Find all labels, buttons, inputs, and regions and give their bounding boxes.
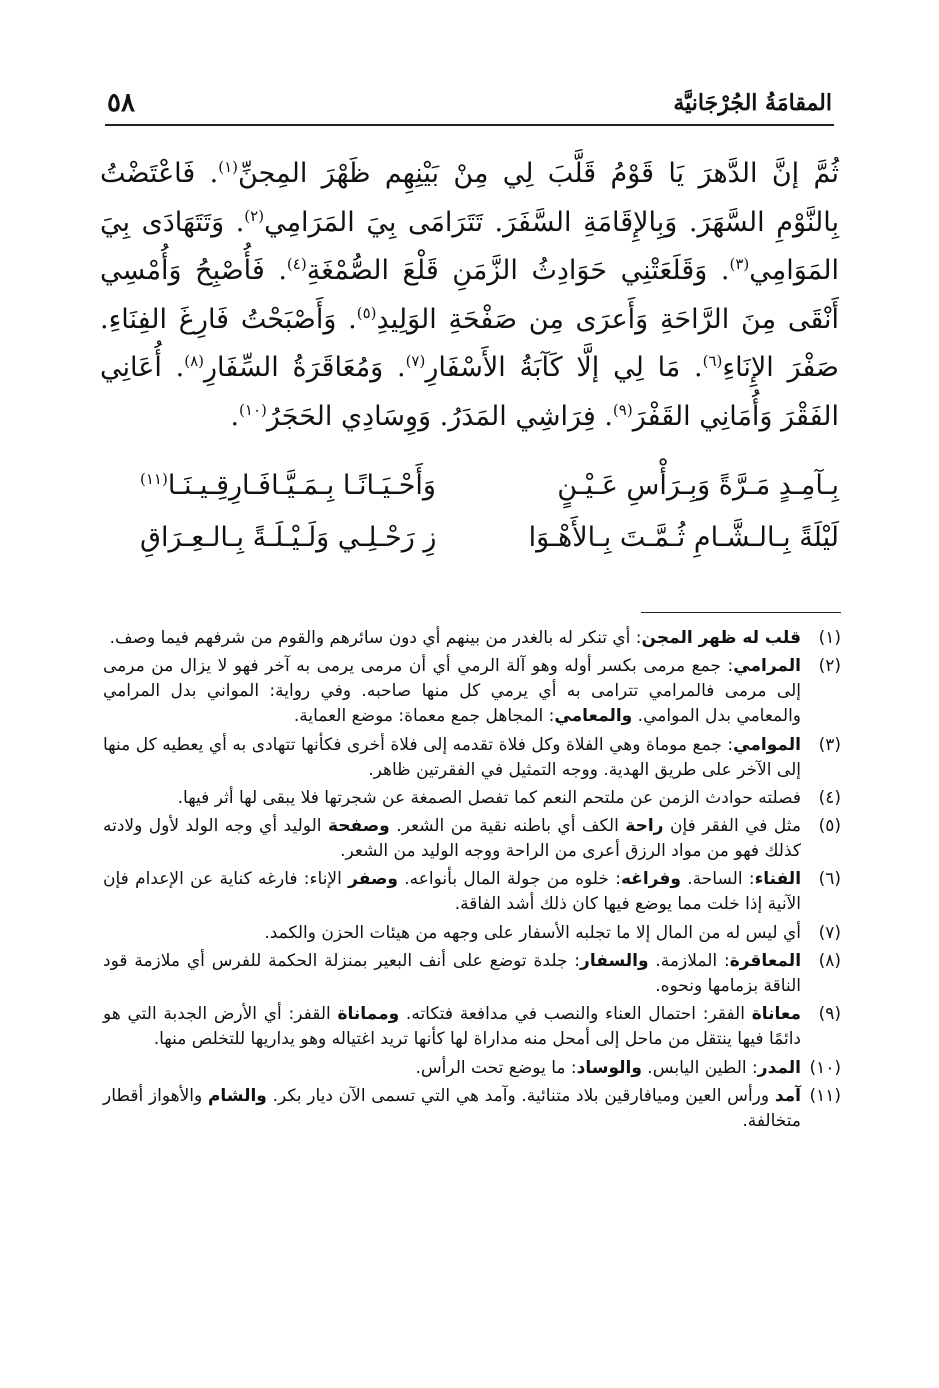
footnote-term: معاناة: [751, 1004, 802, 1025]
footnote-ref[interactable]: (١١): [140, 470, 168, 488]
footnote-ref[interactable]: (٤): [286, 255, 307, 273]
footnote-ref[interactable]: (١): [218, 158, 239, 176]
footnote-number: (١١): [809, 1085, 841, 1106]
text-span: ثُمَّ إنَّ الدَّهرَ يَا قَوْمُ قَلَّبَ لِي مِنْ بَيْنِهِم ظَهْرَ المِجنِّ: [238, 158, 839, 189]
text-span: . وَقَلَعَتْنِي حَوَادِثُ الزَّمَنِ قَلْعَ الصُّمْغَةِ: [306, 255, 730, 286]
footnote-item: [103, 654, 841, 729]
text-span: . فَأُصْبِحُ وَأُمْسِي أَنْقَى مِنَ الرَّاحَةِ وَأَعرَى مِن صَفْحَةِ الوَلِيدِ: [100, 255, 839, 335]
footnote-text: [103, 654, 801, 729]
text-span: . وَمُعَاقَرَةُ السِّفَارِ: [204, 352, 406, 383]
running-title: المقامَةُ الجُرْجَانيَّة: [673, 90, 832, 116]
text-span: : جمع موماة وهي الفلاة وكل فلاة تقدمه إلى فلاة أخرى فكأنها تتهادى به أي يعطيه كل منها إلى الآخر على طريق الهدية. ووجه التمثيل في الفقرتين ظاهر.: [103, 734, 801, 780]
footnote-text: [103, 786, 801, 811]
text-span: .: [230, 400, 240, 432]
footnote-number: (٨): [818, 951, 841, 972]
footnote-number: (٣): [818, 734, 841, 755]
text-span: . وَتَتَهَادَى بِيَ المَوَامِي: [100, 206, 839, 286]
footnote-term: آمد: [774, 1085, 801, 1106]
text-span: والأهواز أقطار متخالفة.: [103, 1085, 801, 1131]
text-span: الكف أي باطنه نقية من الشعر.: [396, 816, 626, 837]
footnote-separator: [641, 612, 841, 613]
footnote-text: [103, 1002, 801, 1052]
text-span: : الملازمة.: [655, 951, 730, 972]
footnote-text: [103, 867, 801, 917]
footnote-term: الفناء: [754, 869, 802, 890]
footnote-term: المدر: [757, 1057, 801, 1078]
text-span: . أُعَانِي الفَقْرَ وَأُمَانِي القَفْرَ: [100, 352, 839, 432]
footnote-item: [103, 786, 841, 811]
footnote-term: والوساد: [576, 1057, 642, 1078]
footnote-ref[interactable]: (٥): [356, 303, 377, 322]
header-rule: [105, 124, 834, 126]
text-span: وَأَحْـيَـانًـا بِـمَـيَّـافَـارِقِـيـنَـا: [167, 470, 436, 501]
footnote-text: [103, 1056, 801, 1081]
verse-hemistich-left: زِ رَحْـلِـي وَلَـيْـلَـةً بِـالـعِـرَاقِ: [140, 522, 437, 553]
footnote-item: [103, 626, 841, 651]
footnote-term: ومماناة: [337, 1004, 400, 1025]
text-span: : الطين اليابس.: [647, 1057, 758, 1078]
footnote-text: [103, 1084, 801, 1134]
footnote-term: والمعامي: [554, 706, 633, 727]
footnote-term: وفراغه: [620, 869, 681, 890]
footnote-number: (٧): [818, 922, 841, 943]
footnote-text: [103, 626, 801, 651]
verse-hemistich-right: بِـآمِـدٍ مَـرَّةً وَبِـرَأْسِ عَـيْـنٍ: [557, 470, 839, 501]
text-span: الوليد أي وجه الولد لأول ولادته كذلك فهو من مواد الرزق أعرى من الراحة ووجه الوليد من الشعر.: [103, 816, 801, 862]
footnote-number: (٤): [818, 787, 841, 808]
verse-hemistich-right: لَيْلَةً بِـالـشَّـامِ ثُـمَّـتَ بِـالأَهْـوَا: [528, 522, 839, 553]
text-span: مثل في الفقر فإن: [669, 816, 802, 837]
footnote-ref[interactable]: (٦): [702, 352, 723, 370]
text-span: الإناء: فارغه كناية عن الإعدام فإن الآنية إذا خلت مما يوضع فيها كان ذلك أشد الفاقة.: [103, 869, 801, 915]
footnote-term: والشام: [207, 1085, 267, 1106]
footnote-term: والسفار: [580, 951, 649, 972]
footnotes: [103, 626, 841, 1137]
text-span: . وَأَصْبَحْتُ فَارِغَ الفِنَاءِ. صَفْرَ الإِنَاءِ: [100, 303, 839, 383]
maqama-paragraph: [100, 150, 839, 441]
text-span: : جلدة توضع على أنف البعير بمنزلة الحكمة للفرس أي ملازمة قود الناقة بزمامها ونحوه.: [103, 951, 801, 997]
footnote-number: (١): [818, 628, 841, 648]
footnote-item: [103, 867, 841, 917]
footnote-number: (٦): [818, 869, 841, 890]
footnote-term: المرامي: [733, 656, 801, 677]
page-number: ٥٨: [107, 88, 135, 118]
footnote-item: [103, 949, 841, 999]
footnote-item: [103, 733, 841, 783]
text-span: : المجاهل جمع معماة: موضع العماية.: [293, 706, 555, 727]
footnote-term: قلب له ظهر المجن: [641, 628, 801, 648]
verse-line-2: [140, 522, 839, 566]
footnote-term: المعاقرة: [729, 951, 802, 972]
text-span: . فَاعْتَضْتُ بِالنَّوْمِ السَّهَرَ. وَبِالإِقَامَةِ السَّفَرَ. تَتَرَامَى بِيَ المَرَامِي: [100, 158, 840, 238]
footnote-ref[interactable]: (٧): [405, 352, 426, 370]
footnote-item: [103, 921, 841, 946]
footnote-ref[interactable]: (٣): [729, 255, 750, 273]
text-span: القفر: أي الأرض الجدبة التي هو دائمًا فيها ينتقل من ماحل إلى أمحل منه مداراة لها كأنها تريد اغتياله وهو يداريها للتخلص منها.: [103, 1004, 801, 1050]
footnote-number: (٥): [818, 816, 841, 837]
text-span: : خلوه من جولة المال بأنواعه.: [404, 869, 621, 890]
footnote-text: [103, 733, 801, 783]
text-span: : ما يوضع تحت الرأس.: [415, 1057, 577, 1078]
main-text: [100, 150, 839, 441]
text-span: : الساحة.: [687, 869, 755, 890]
footnote-term: وصفر: [348, 869, 398, 890]
footnote-item: [103, 814, 841, 864]
text-span: ورأس العين وميافارقين بلاد متنائية. وآمد هي التي تسمى الآن ديار بكر.: [272, 1085, 775, 1106]
text-span: : جمع مرمى بكسر أوله وهو آلة الرمي أي أن مرمى يرمى به آخر فهو لا يزال من مرمى إلى مرمى فالمرامي تترامى به أي يرمي كل منها صاحبه. وفي رواية: المواني بدل المرامي والمعامي بدل الموامي.: [103, 656, 801, 727]
footnote-item: [103, 1002, 841, 1052]
footnote-number: (٩): [818, 1004, 841, 1025]
footnote-text: [103, 814, 801, 864]
footnote-term: وصفحة: [327, 816, 390, 837]
footnote-ref[interactable]: (٢): [244, 206, 265, 225]
verse-line-1: [140, 470, 839, 514]
footnote-term: راحة: [625, 816, 664, 837]
footnote-ref[interactable]: (١٠): [239, 400, 267, 419]
text-span: أي ليس له من المال إلا ما تجلبه الأسفار على وجهه من هيئات الحزن والكمد.: [264, 922, 801, 943]
text-span: فصلته حوادث الزمن عن ملتحم النعم كما تفصل الصمغة عن شجرتها فلا يبقى لها أثر فيها.: [177, 787, 801, 808]
verse-hemistich-left: [140, 470, 436, 514]
footnote-number: (٢): [818, 656, 841, 677]
footnote-text: [103, 921, 801, 946]
footnote-item: [103, 1056, 841, 1081]
text-span: : أي تنكر له بالغدر من بينهم أي دون سائرهم والقوم من شرفهم فيما وصف.: [109, 628, 642, 648]
footnote-item: [103, 1084, 841, 1134]
page-header: [105, 88, 834, 124]
text-span: . مَا لِي إلَّا كَآبَةُ الأَسْفَارِ: [425, 352, 703, 383]
footnote-ref[interactable]: (٨): [184, 352, 204, 370]
footnote-ref[interactable]: (٩): [612, 400, 633, 419]
text-span: الفقر: احتمال العناء والنصب في مدافعة فتكاته.: [405, 1004, 752, 1025]
text-span: . فِرَاشِي المَدَرُ. وَوِسَادِي الحَجَرُ: [266, 400, 613, 432]
footnote-term: الموامي: [733, 734, 801, 755]
footnote-text: [103, 949, 801, 999]
footnote-number: (١٠): [809, 1057, 841, 1078]
